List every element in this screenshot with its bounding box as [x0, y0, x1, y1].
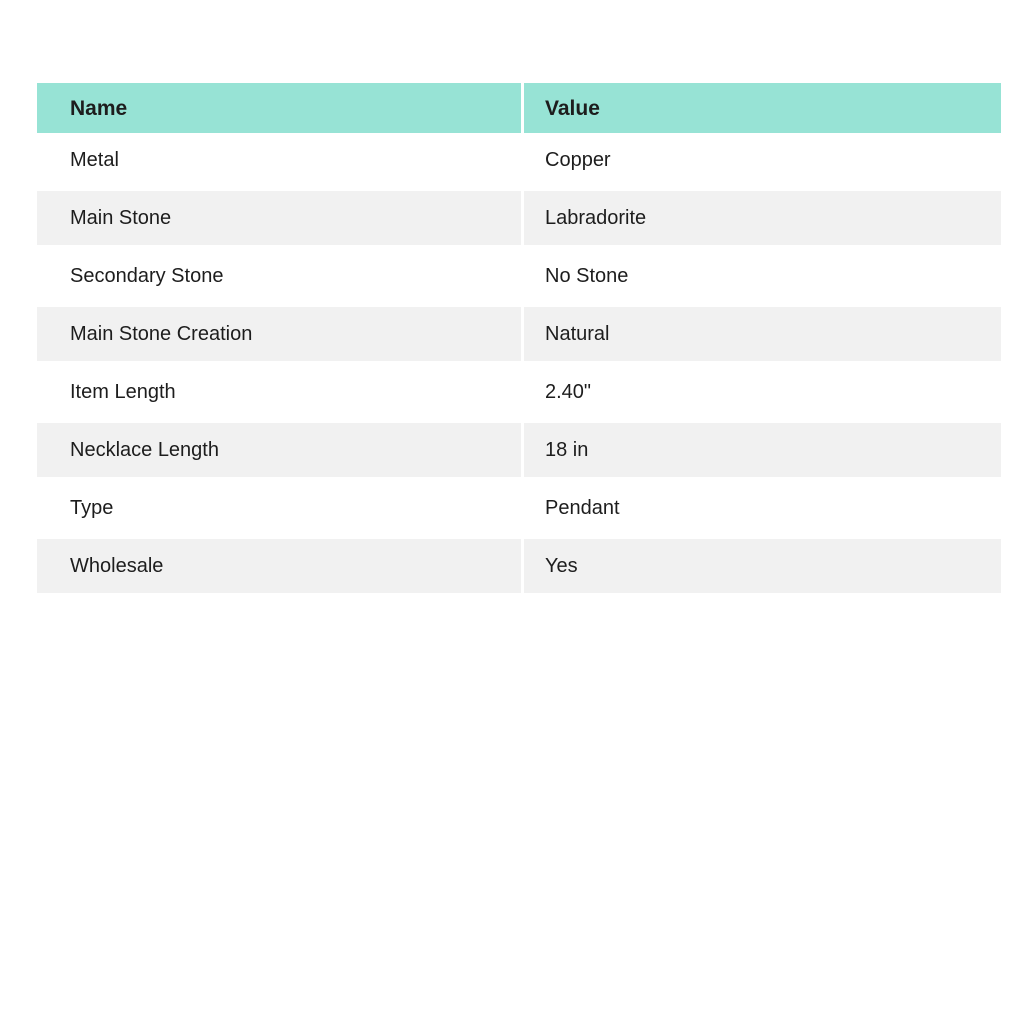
- table-row: [37, 539, 1001, 593]
- table-row: [37, 481, 1001, 535]
- attribute-value: 2.40": [524, 365, 1001, 419]
- table-header-row: [37, 83, 1001, 133]
- table-row: [37, 307, 1001, 361]
- attribute-name: Main Stone Creation: [37, 307, 521, 361]
- attribute-value: Natural: [524, 307, 1001, 361]
- attribute-value: 18 in: [524, 423, 1001, 477]
- attribute-value: Copper: [524, 133, 1001, 187]
- table-row: [37, 133, 1001, 187]
- column-header-value: Value: [524, 83, 1001, 133]
- attribute-value: Yes: [524, 539, 1001, 593]
- product-attributes-table: [37, 83, 1001, 597]
- attribute-name: Necklace Length: [37, 423, 521, 477]
- attribute-name: Wholesale: [37, 539, 521, 593]
- table-row: [37, 191, 1001, 245]
- attribute-value: No Stone: [524, 249, 1001, 303]
- attribute-name: Metal: [37, 133, 521, 187]
- table-row: [37, 249, 1001, 303]
- attribute-name: Type: [37, 481, 521, 535]
- attribute-value: Labradorite: [524, 191, 1001, 245]
- table-row: [37, 365, 1001, 419]
- attribute-name: Main Stone: [37, 191, 521, 245]
- attribute-name: Secondary Stone: [37, 249, 521, 303]
- table-row: [37, 423, 1001, 477]
- attribute-name: Item Length: [37, 365, 521, 419]
- attribute-value: Pendant: [524, 481, 1001, 535]
- column-header-name: Name: [37, 83, 521, 133]
